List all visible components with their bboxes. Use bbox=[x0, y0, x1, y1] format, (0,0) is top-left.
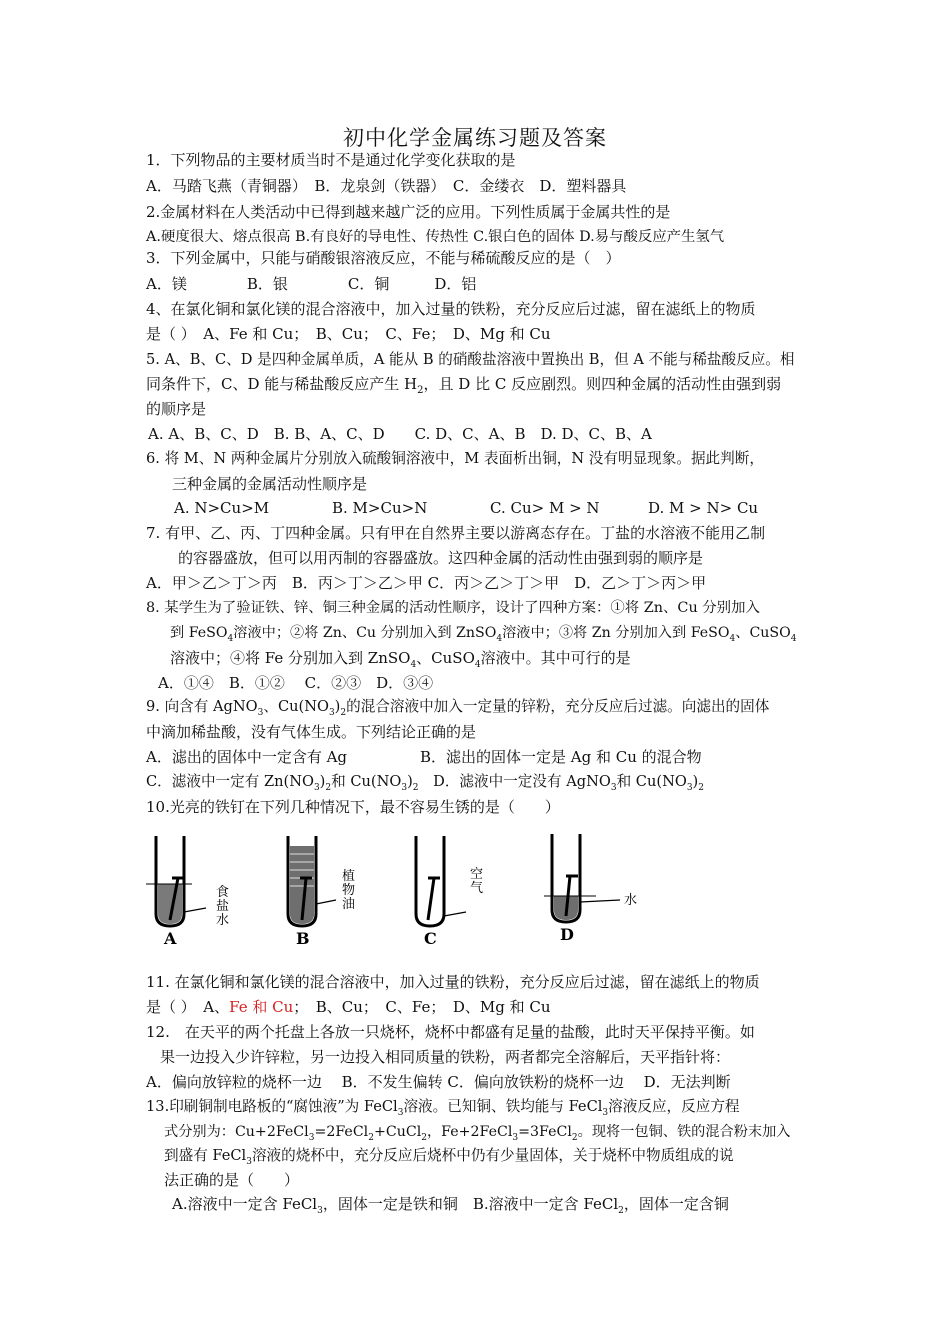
page-title: 初中化学金属练习题及答案 bbox=[343, 126, 607, 150]
tube-a-label-1: 食 bbox=[216, 885, 230, 900]
q8-line1: 8. 某学生为了验证铁、锌、铜三种金属的活动性顺序，设计了四种方案：①将 Zn、Cu 分别加入 bbox=[146, 600, 760, 616]
q2-options: A.硬度很大、熔点很高 B.有良好的导电性、传热性 C.银白色的固体 D.易与酸反应产生氢气 bbox=[146, 229, 725, 245]
q13-line5: A.溶液中一定含 FeCl$_3$，固体一定是铁和铜 B.溶液中一定含 FeCl$_2$，固体一定含铜 bbox=[172, 1195, 729, 1216]
tube-b-caption: B bbox=[296, 929, 310, 948]
q6-option-b: B. M>Cu>N bbox=[332, 499, 428, 517]
q12-line2: 果一边投入少许锌粒，另一边投入相同质量的铁粉，两者都完全溶解后，天平指针将： bbox=[160, 1048, 731, 1066]
q9-options-cd: C．滤液中一定有 $Zn(NO_3)_2$和 $Cu(NO_3)_2$ D．滤液中一定没有 AgNO$_3$和 $Cu(NO_3)_2$ bbox=[146, 773, 704, 793]
q3-options: A．镁 B．银 C．铜 D．铝 bbox=[146, 275, 477, 293]
tube-a-caption: A bbox=[164, 929, 177, 948]
q9-option-a: A．滤出的固体中一定含有 Ag bbox=[146, 748, 348, 766]
q4-line1: 4、在氯化铜和氯化镁的混合溶液中，加入过量的铁粉，充分反应后过滤，留在滤纸上的物质 bbox=[146, 300, 756, 318]
tube-c bbox=[416, 836, 483, 948]
tube-b-label-2: 物 bbox=[342, 883, 356, 898]
test-tube-figure bbox=[140, 826, 680, 952]
tube-d bbox=[544, 834, 637, 944]
tube-c-caption: C bbox=[424, 929, 437, 948]
tube-d-label: 水 bbox=[624, 893, 638, 908]
tube-c-label-1: 空 bbox=[470, 867, 484, 882]
q2-stem: 2.金属材料在人类活动中已得到越来越广泛的应用。下列性质属于金属共性的是 bbox=[146, 203, 671, 221]
q8-line3: 溶液中；④将 Fe 分别加入到 ZnSO$_4$、CuSO$_4$溶液中。其中可行的是 bbox=[170, 649, 631, 670]
tube-c-label-2: 气 bbox=[470, 881, 484, 896]
q7-line1: 7. 有甲、乙、丙、丁四种金属。只有甲在自然界主要以游离态存在。丁盐的水溶液不能用乙制 bbox=[146, 524, 766, 542]
q12-line1: 12. 在天平的两个托盘上各放一只烧杯，烧杯中都盛有足量的盐酸，此时天平保持平衡。如 bbox=[146, 1023, 755, 1041]
q5-line2: 同条件下，C、D 能与稀盐酸反应产生 $H_2$，且 D 比 C 反应剧烈。则四种金属的活动性由强到弱 bbox=[146, 375, 782, 396]
q5-line3: 的顺序是 bbox=[146, 400, 207, 418]
q13-line4: 法正确的是（ ） bbox=[164, 1171, 300, 1189]
tube-b bbox=[288, 836, 355, 948]
q7-line2: 的容器盛放，但可以用丙制的容器盛放。这四种金属的活动性由强到弱的顺序是 bbox=[178, 549, 704, 567]
q6-option-c: C. Cu> M > N bbox=[490, 499, 600, 517]
q6-option-d: D. M > N> Cu bbox=[648, 499, 759, 517]
q13-line2: 式分别为：Cu+2FeCl$_3$=2FeCl$_2$+CuCl$_2$，Fe+2FeCl$_3$=3FeCl$_2$。现将一包铜、铁的混合粉末加入 bbox=[164, 1124, 791, 1143]
tube-b-label-3: 油 bbox=[342, 897, 356, 912]
q3-stem: 3．下列金属中，只能与硝酸银溶液反应，不能与稀硫酸反应的是（ ） bbox=[146, 249, 621, 267]
q5-options: A. A、B、C、D B. B、A、C、D C. D、C、A、B D. D、C、B、A bbox=[148, 425, 652, 443]
q11-answer: Fe 和 Cu bbox=[229, 998, 294, 1016]
q5-line1: 5. A、B、C、D 是四种金属单质，A 能从 B 的硝酸盐溶液中置换出 B，但 A 不能与稀盐酸反应。相 bbox=[146, 351, 795, 368]
q6-option-a: A. N>Cu>M bbox=[174, 499, 270, 517]
q11-line1: 11. 在氯化铜和氯化镁的混合溶液中，加入过量的铁粉，充分反应后过滤，留在滤纸上的物质 bbox=[146, 973, 760, 991]
q9-line2: 中滴加稀盐酸，没有气体生成。下列结论正确的是 bbox=[146, 723, 477, 741]
q8-line2: 到 FeSO$_4$溶液中；②将 Zn、Cu 分别加入到 ZnSO$_4$溶液中；③将 Zn 分别加入到 FeSO$_4$、CuSO$_4$ bbox=[170, 625, 797, 644]
tube-b-label-1: 植 bbox=[342, 869, 356, 884]
q1-options: A．马踏飞燕（青铜器） B．龙泉剑（铁器） C．金缕衣 D．塑料器具 bbox=[146, 177, 627, 195]
q4-line2: 是（ ） A、Fe 和 Cu； B、Cu； C、Fe； D、Mg 和 Cu bbox=[146, 325, 551, 343]
q1-stem: 1．下列物品的主要材质当时不是通过化学变化获取的是 bbox=[146, 151, 516, 169]
q8-options: A．①④ B．①② C．②③ D．③④ bbox=[158, 674, 434, 692]
q11-line2: 是（ ） A、Fe 和 Cu； B、Cu； C、Fe； D、Mg 和 Cu bbox=[146, 998, 551, 1016]
q12-options: A．偏向放锌粒的烧杯一边 B．不发生偏转 C．偏向放铁粉的烧杯一边 D．无法判断 bbox=[146, 1073, 731, 1091]
tube-a bbox=[146, 836, 229, 948]
q9-option-b: B．滤出的固体一定是 Ag 和 Cu 的混合物 bbox=[420, 748, 702, 766]
tube-a-label-2: 盐 bbox=[216, 899, 230, 914]
q9-line1: 9. 向含有 AgNO$_3$、$Cu(NO_3)_2$的混合溶液中加入一定量的锌粉，充分反应后过滤。向滤出的固体 bbox=[146, 698, 770, 718]
q6-line2: 三种金属的金属活动性顺序是 bbox=[172, 475, 368, 493]
q13-line3: 到盛有 FeCl$_3$溶液的烧杯中，充分反应后烧杯中仍有少量固体，关于烧杯中物质组成的说 bbox=[164, 1147, 734, 1167]
q10-stem: 10.光亮的铁钉在下列几种情况下，最不容易生锈的是（ ） bbox=[146, 798, 560, 816]
q13-line1: 13.印刷铜制电路板的“腐蚀液”为 FeCl$_3$溶液。已知铜、铁均能与 FeCl$_3$溶液反应，反应方程 bbox=[146, 1098, 740, 1118]
q6-line1: 6. 将 M、N 两种金属片分别放入硫酸铜溶液中，M 表面析出铜，N 没有明显现象。据此判断， bbox=[146, 450, 764, 467]
tube-d-caption: D bbox=[560, 925, 574, 944]
q7-options: A．甲＞乙＞丁＞丙 B．丙＞丁＞乙＞甲 C．丙＞乙＞丁＞甲 D．乙＞丁＞丙＞甲 bbox=[146, 574, 707, 592]
tube-a-label-3: 水 bbox=[216, 913, 230, 928]
